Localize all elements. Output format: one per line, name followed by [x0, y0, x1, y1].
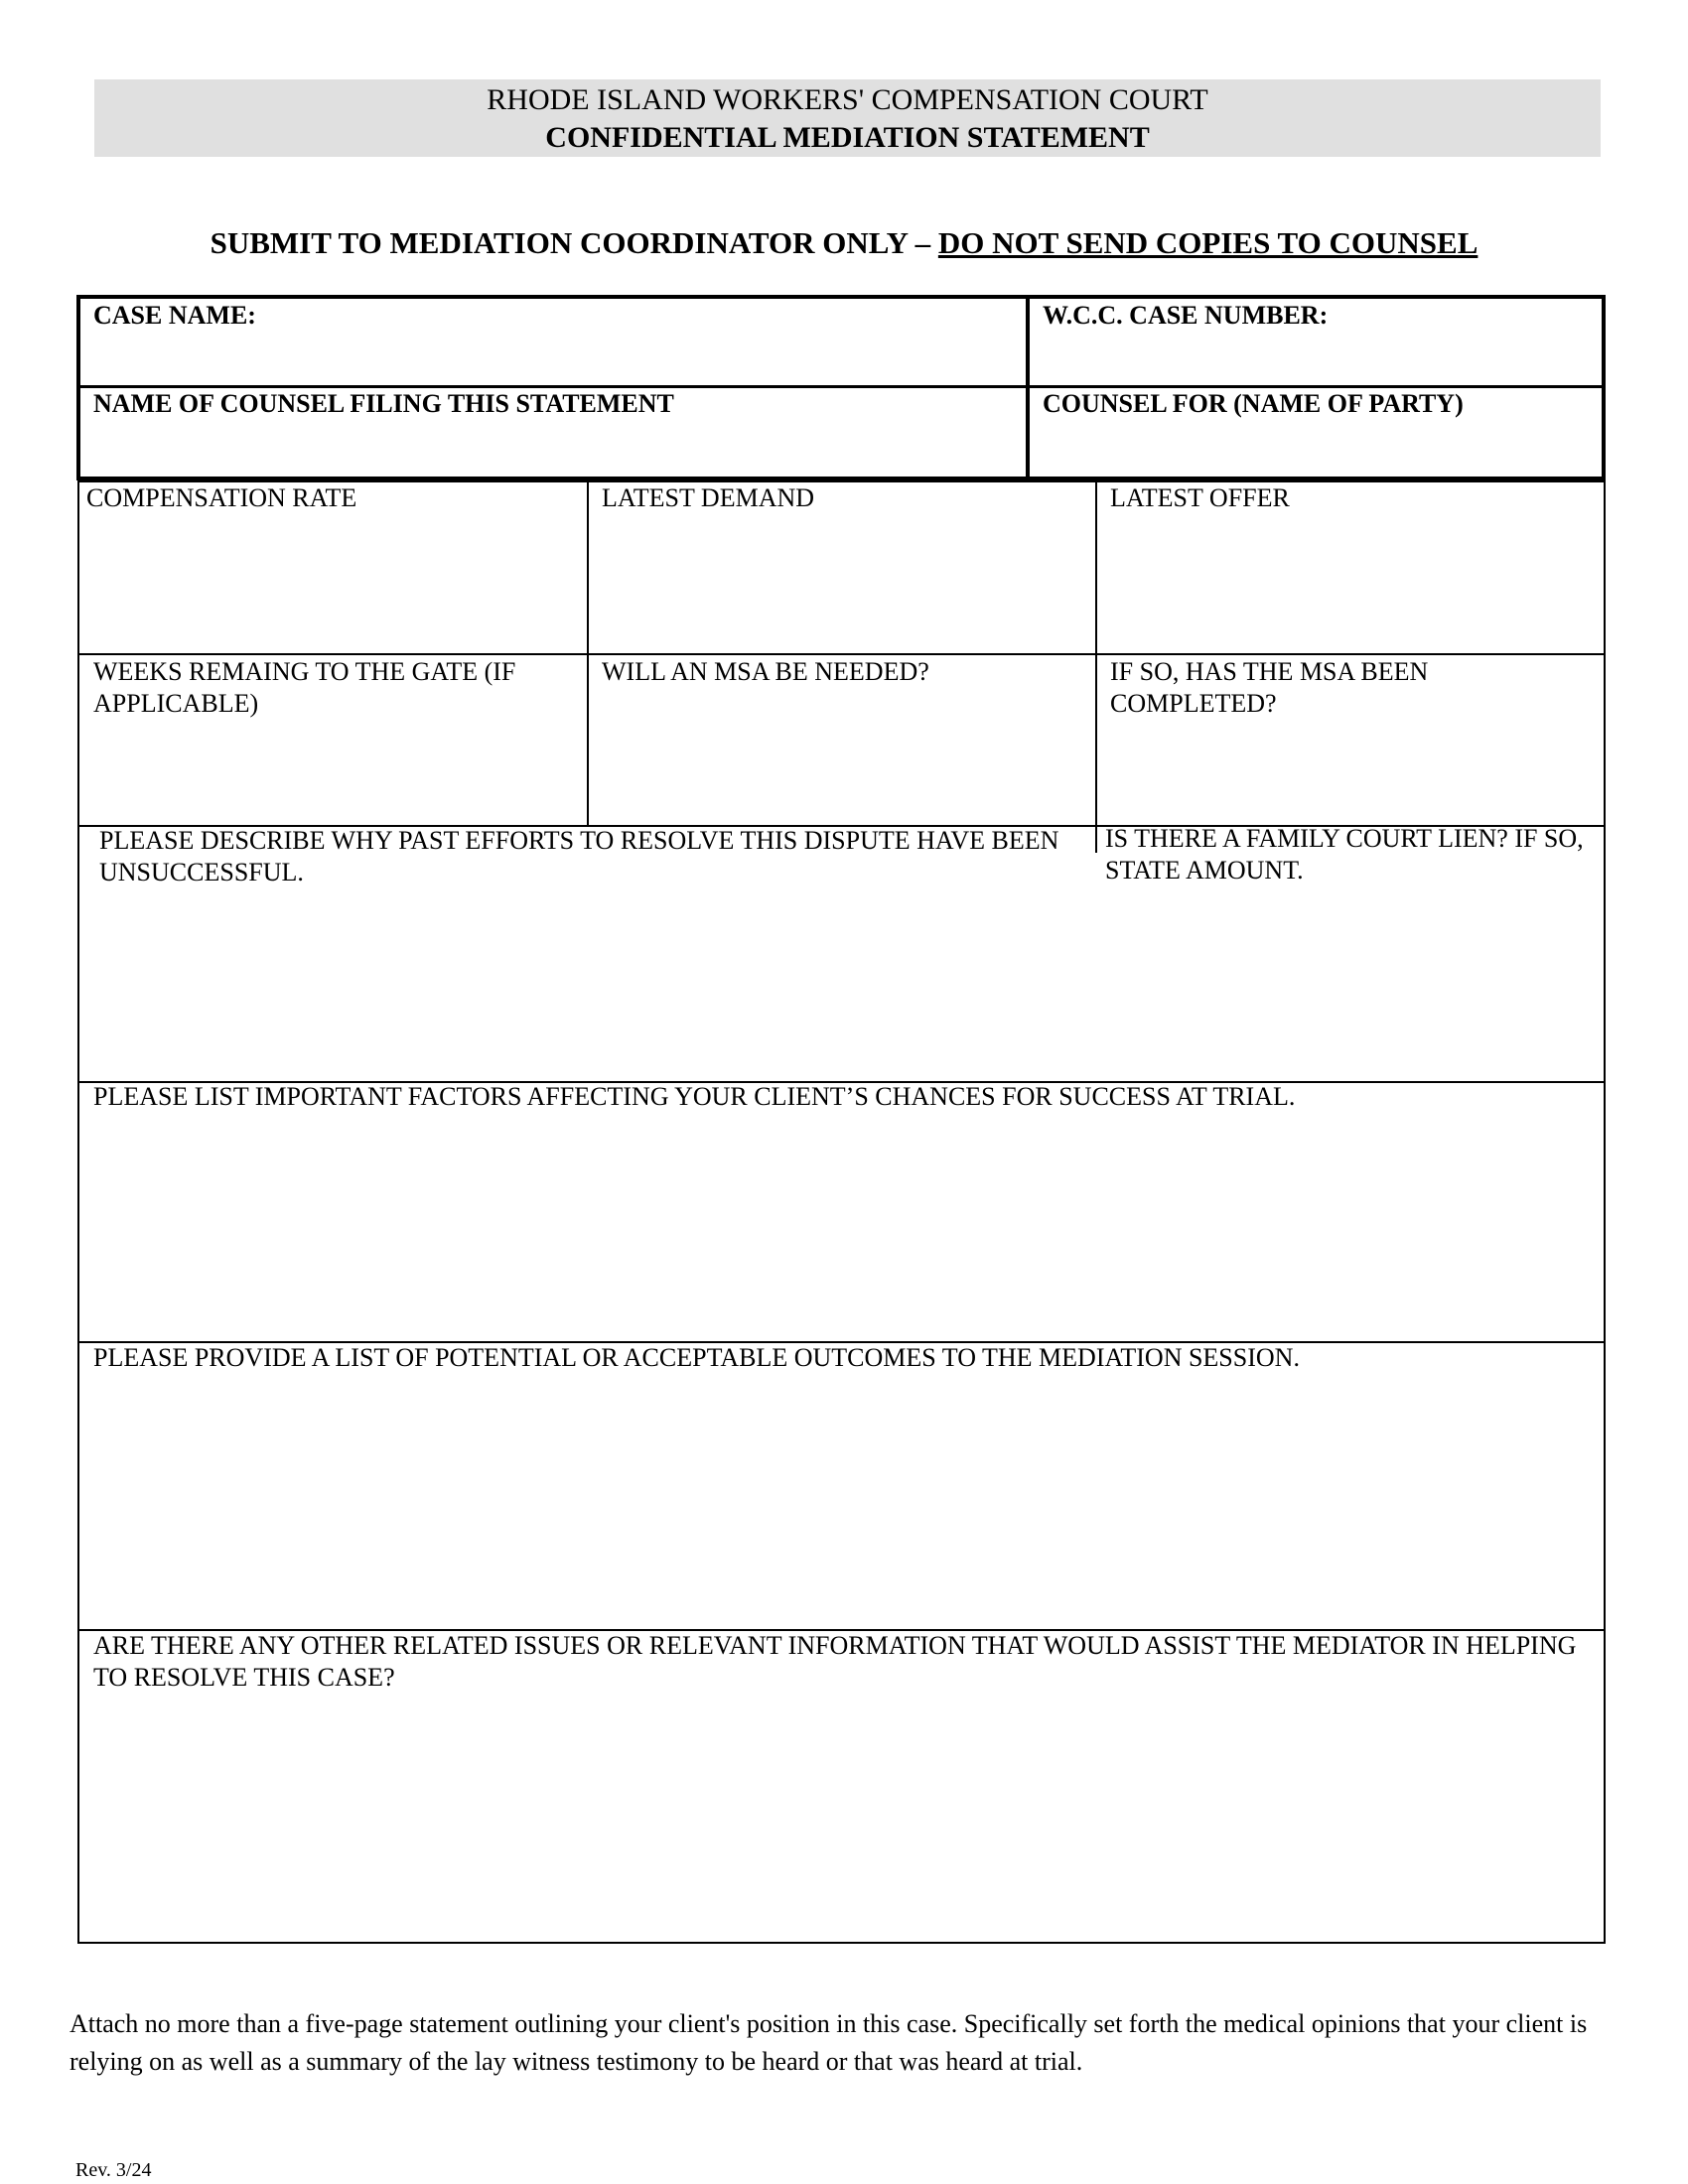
important-factors-label: PLEASE LIST IMPORTANT FACTORS AFFECTING YOUR CLIENT’S CHANCES FOR SUCCESS AT TRIAL. — [93, 1082, 1296, 1111]
latest-demand-label: LATEST DEMAND — [602, 483, 815, 512]
acceptable-outcomes-section[interactable] — [77, 1341, 1606, 1631]
msa-completed-label: IF SO, HAS THE MSA BEEN COMPLETED? — [1110, 657, 1429, 718]
counsel-for-field[interactable]: COUNSEL FOR (NAME OF PARTY) — [1043, 389, 1464, 418]
instruction-warning: DO NOT SEND COPIES TO COUNSEL — [937, 225, 1478, 260]
other-issues-label: ARE THERE ANY OTHER RELATED ISSUES OR RELEVANT INFORMATION THAT WOULD ASSIST THE MEDIATOR IN HELPING TO RESOLVE THIS CASE? — [93, 1631, 1577, 1692]
important-factors-section[interactable] — [77, 1081, 1606, 1343]
form-header — [94, 79, 1601, 157]
weeks-remaining-label: WEEKS REMAING TO THE GATE (IF APPLICABLE) — [93, 657, 516, 718]
acceptable-outcomes-label: PLEASE PROVIDE A LIST OF POTENTIAL OR ACCEPTABLE OUTCOMES TO THE MEDIATION SESSION. — [93, 1343, 1300, 1372]
latest-offer-label: LATEST OFFER — [1110, 483, 1290, 512]
case-name-field[interactable]: CASE NAME: — [93, 301, 256, 330]
submission-instruction — [0, 223, 1688, 263]
instruction-lead: SUBMIT TO MEDIATION COORDINATOR ONLY – — [210, 225, 938, 260]
attachment-note: Attach no more than a five-page statement outlining your client's position in this case. Specifically set forth the medical opinions that your client is relying on as well as a summary of the lay witness testimony to be heard or that was heard at trial. — [70, 2009, 1588, 2076]
msa-needed-label: WILL AN MSA BE NEEDED? — [602, 657, 929, 686]
wcc-case-number-field[interactable]: W.C.C. CASE NUMBER: — [1043, 301, 1329, 330]
form-title: CONFIDENTIAL MEDIATION STATEMENT — [545, 121, 1150, 154]
lien-divider — [1095, 825, 1097, 853]
family-court-lien-label[interactable]: IS THERE A FAMILY COURT LIEN? IF SO, STATE AMOUNT. — [1105, 824, 1584, 885]
court-name: RHODE ISLAND WORKERS' COMPENSATION COURT — [487, 83, 1208, 116]
counsel-name-field[interactable]: NAME OF COUNSEL FILING THIS STATEMENT — [93, 389, 674, 418]
past-efforts-label: PLEASE DESCRIBE WHY PAST EFFORTS TO RESOLVE THIS DISPUTE HAVE BEEN UNSUCCESSFUL. — [99, 826, 1059, 887]
revision-label: Rev. 3/24 — [75, 2159, 152, 2181]
compensation-rate-label: COMPENSATION RATE — [86, 483, 357, 512]
